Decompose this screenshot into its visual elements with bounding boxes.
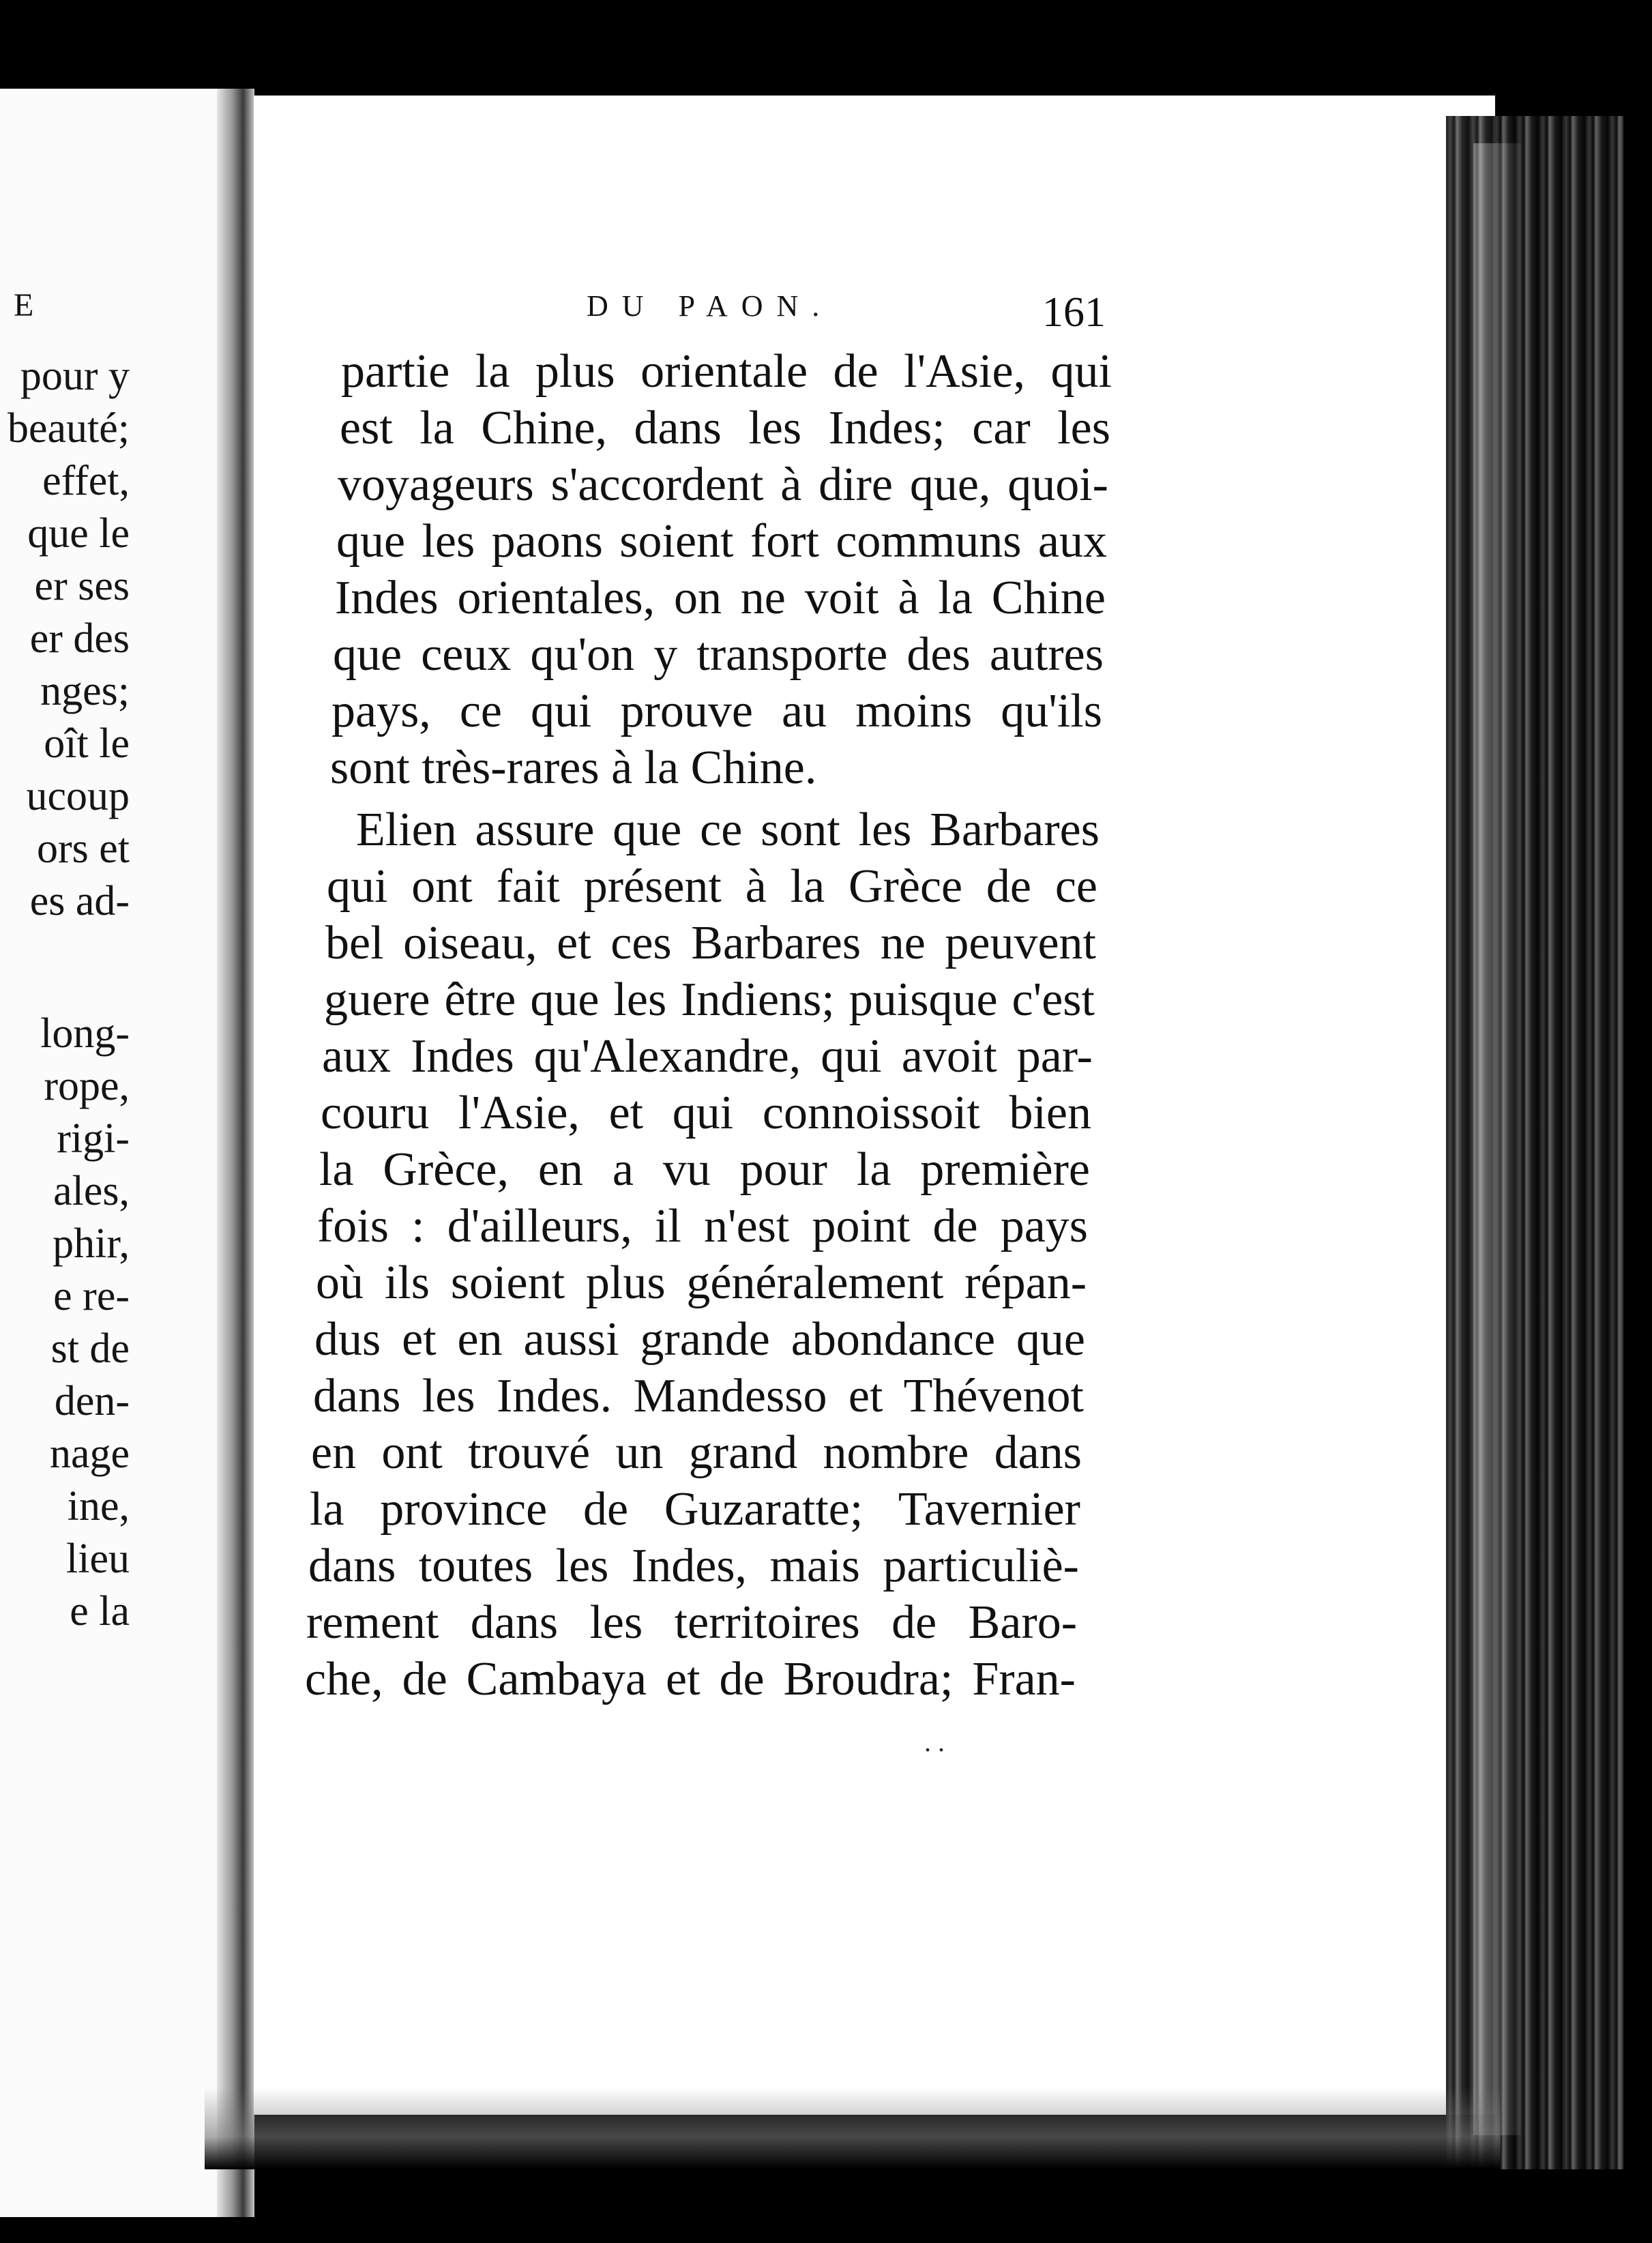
left-page-line-fragment: pour y — [20, 353, 130, 399]
body-line: qui ont fait présent à la Grèce de ce — [327, 860, 1097, 913]
body-line: sont très-rares à la Chine. — [330, 742, 817, 794]
body-line: que les paons soient fort communs aux — [336, 515, 1107, 568]
catchword: . . — [924, 1727, 945, 1757]
left-page-line-fragment: nage — [49, 1431, 130, 1477]
left-page-line-fragment: st de — [50, 1325, 130, 1372]
page-fore-edge — [1446, 116, 1623, 2169]
body-line: Elien assure que ce sont les Barbares — [356, 804, 1100, 856]
left-page-line-fragment: den- — [54, 1378, 130, 1424]
left-page-header-letter: E — [14, 287, 34, 323]
left-page-line-fragment: er des — [29, 615, 130, 662]
left-page-line-fragment: que le — [27, 510, 130, 557]
body-line: est la Chine, dans les Indes; car les — [340, 402, 1110, 454]
body-line: la province de Guzaratte; Tavernier — [310, 1483, 1080, 1536]
body-line: dus et en aussi grande abondance que — [314, 1313, 1085, 1366]
left-page-line-fragment: effet, — [42, 458, 130, 504]
left-page-line-fragment: e re- — [53, 1273, 130, 1319]
body-line: rement dans les territoires de Baro- — [306, 1596, 1077, 1649]
body-line: pays, ce qui prouve au moins qu'ils — [331, 685, 1102, 737]
left-page-line-fragment: phir, — [53, 1220, 130, 1267]
left-page-line-fragment: lieu — [66, 1536, 130, 1582]
body-line: che, de Cambaya et de Broudra; Fran- — [305, 1653, 1076, 1705]
body-line: fois : d'ailleurs, il n'est point de pays — [317, 1200, 1088, 1252]
bottom-shadow — [205, 2087, 1501, 2169]
body-line: dans les Indes. Mandesso et Thévenot — [313, 1370, 1084, 1422]
body-line: bel oiseau, et ces Barbares ne peuvent — [325, 917, 1096, 969]
body-line: guere être que les Indiens; puisque c'est — [324, 973, 1095, 1026]
left-page-line-fragment: beauté; — [7, 405, 130, 452]
left-page-line-fragment: ors et — [36, 825, 130, 872]
left-page-line-fragment: nges; — [40, 668, 130, 714]
fore-edge-highlight — [1473, 143, 1521, 2135]
body-line: partie la plus orientale de l'Asie, qui — [341, 345, 1112, 398]
left-page-text — [0, 0, 136, 2243]
body-line: voyageurs s'accordent à dire que, quoi- — [338, 458, 1108, 511]
body-line: que ceux qu'on y transporte des autres — [333, 628, 1104, 681]
left-page-line-fragment: ine, — [67, 1483, 130, 1529]
left-page-line-fragment: ales, — [53, 1168, 130, 1214]
left-page-line-fragment: rigi- — [57, 1115, 130, 1162]
left-page-line-fragment: er ses — [34, 563, 130, 609]
left-page-line-fragment: oît le — [44, 720, 130, 767]
body-line: en ont trouvé un grand nombre dans — [311, 1426, 1082, 1479]
left-page-line-fragment: rope, — [44, 1063, 130, 1109]
body-line: Indes orientales, on ne voit à la Chine — [335, 572, 1106, 624]
left-page-line-fragment: ucoup — [26, 773, 130, 819]
body-line: couru l'Asie, et qui connoissoit bien — [321, 1087, 1091, 1139]
left-page-line-fragment: es ad- — [29, 878, 130, 924]
body-line: aux Indes qu'Alexandre, qui avoit par- — [322, 1030, 1093, 1083]
body-line: la Grèce, en a vu pour la première — [319, 1143, 1090, 1196]
book-gutter — [217, 89, 254, 2217]
left-page-line-fragment: long- — [40, 1010, 130, 1057]
running-head: DU PAON. — [587, 289, 834, 323]
page-number: 161 — [1042, 289, 1106, 336]
left-page-line-fragment: e la — [70, 1588, 130, 1634]
body-line: où ils soient plus généralement répan- — [316, 1257, 1087, 1309]
body-line: dans toutes les Indes, mais particuliè- — [308, 1540, 1079, 1592]
